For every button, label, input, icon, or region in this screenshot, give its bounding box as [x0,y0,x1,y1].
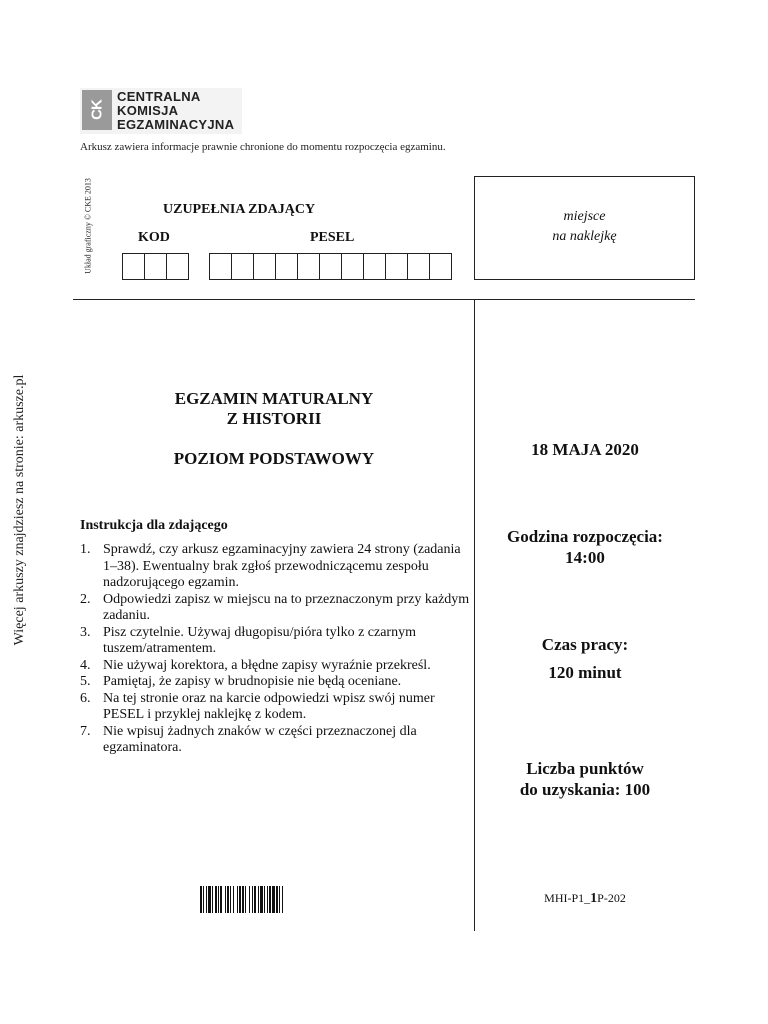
barcode-bar [258,886,259,913]
cke-logo-line: EGZAMINACYJNA [117,117,235,132]
points-info [480,758,690,800]
barcode-bar [203,886,204,913]
instruction-text: Na tej stronie oraz na karcie odpowiedzi wpisz swój numer PESEL i przyklej naklejkę z kodem. [103,690,435,722]
barcode-bar [200,886,202,913]
instruction-number: 1. [80,542,91,557]
exam-title-line: EGZAMIN MATURALNY [174,389,374,408]
exam-code-suffix: P-202 [597,891,626,905]
confidentiality-notice: Arkusz zawiera informacje prawnie chronione do momentu rozpoczęcia egzaminu. [80,141,446,153]
barcode-bar [239,886,241,913]
exam-code-number: 1 [590,891,598,906]
digit-box[interactable] [363,253,386,280]
barcode-bar [254,886,256,913]
work-time-label: Czas pracy: [541,635,629,654]
barcode-bar [276,886,278,913]
barcode-bar [260,886,263,913]
barcode-bar [264,886,265,913]
cke-logo-line: KOMISJA [117,103,179,118]
instruction-text: Pisz czytelnie. Używaj długopisu/pióra tylko z czarnym tuszem/atramentem. [103,624,416,656]
instructions-title: Instrukcja dla zdającego [80,518,228,533]
barcode-bar [225,886,226,913]
barcode-bar [252,886,253,913]
points-value: do uzyskania: 100 [519,780,651,799]
digit-box[interactable] [275,253,298,280]
pesel-input-boxes[interactable] [210,253,452,280]
digit-box[interactable] [253,253,276,280]
digit-box[interactable] [209,253,232,280]
barcode-bar [206,886,207,913]
exam-title-line: Z HISTORII [226,409,322,428]
kod-input-boxes[interactable] [123,253,189,280]
instruction-item [80,625,475,658]
work-time-value: 120 minut [548,663,622,682]
instruction-item [80,592,475,625]
candidate-section-title: UZUPEŁNIA ZDAJĄCY [163,202,316,217]
barcode-bar [230,886,231,913]
instruction-text: Nie używaj korektora, a błędne zapisy wyraźnie przekreśl. [103,657,431,673]
start-time-label: Godzina rozpoczęcia: [507,527,663,546]
horizontal-divider [73,299,695,300]
barcode-bar [237,886,238,913]
instruction-number: 6. [80,690,91,706]
exam-code-prefix: MHI-P1_ [544,891,591,905]
digit-box[interactable] [407,253,430,280]
barcode-bar [208,886,211,913]
sticker-placeholder [474,176,695,280]
digit-box[interactable] [122,253,145,280]
instruction-number: 7. [80,723,91,739]
instruction-text: Nie wpisuj żadnych znaków w części przeznaczonej dla egzaminatora. [103,723,417,755]
digit-box[interactable] [144,253,167,280]
instruction-item [80,674,475,691]
cke-logo-mark [82,90,112,130]
instructions-list [80,542,475,757]
instruction-item [80,691,475,724]
instruction-item [80,724,475,757]
barcode-bar [215,886,217,913]
barcode-bar [245,886,246,913]
exam-code [480,891,690,907]
cke-logo-line: CENTRALNA [117,89,201,104]
graphic-copyright: Układ graficzny © CKE 2013 [83,178,93,274]
barcode-bar [249,886,250,913]
cke-logo-text [117,90,234,132]
exam-level: POZIOM PODSTAWOWY [173,449,375,468]
barcode-bar [220,886,222,913]
barcode-bar [227,886,229,913]
exam-title [140,389,408,429]
cke-logo-mark-text: CK [88,100,106,120]
sticker-line: na naklejkę [552,229,617,244]
digit-box[interactable] [429,253,452,280]
points-label: Liczba punktów [526,759,644,778]
instruction-text: Odpowiedzi zapisz w miejscu na to przeznaczonym przy każdym zadaniu. [103,591,470,623]
instruction-item [80,658,475,675]
instruction-number: 3. [80,624,91,640]
digit-box[interactable] [297,253,320,280]
instruction-number: 5. [80,674,91,689]
barcode-bar [242,886,244,913]
instruction-text: Pamiętaj, że zapisy w brudnopisie nie będą oceniane. [103,674,402,689]
barcode-bar [282,886,283,913]
barcode-bar [267,886,268,913]
barcode-bar [269,886,271,913]
pesel-label: PESEL [310,230,355,245]
instruction-text: Sprawdź, czy arkusz egzaminacyjny zawiera 24 strony (zadania 1–38). Ewentualny brak zgłoś przewodniczącemu zespołu nadzorującego egzamin. [103,542,461,590]
instruction-number: 2. [80,591,91,607]
barcode-bar [218,886,219,913]
digit-box[interactable] [341,253,364,280]
digit-box[interactable] [166,253,189,280]
exam-date: 18 MAJA 2020 [531,440,639,459]
start-time-value: 14:00 [565,548,605,567]
barcode-bar [279,886,280,913]
barcode-bar [212,886,213,913]
digit-box[interactable] [319,253,342,280]
barcode [200,886,350,913]
digit-box[interactable] [231,253,254,280]
digit-box[interactable] [385,253,408,280]
side-watermark-note: Więcej arkuszy znajdziesz na stronie: arkusze.pl [12,374,27,646]
instruction-number: 4. [80,657,91,673]
barcode-bar [272,886,275,913]
kod-label: KOD [138,230,170,245]
sticker-line: miejsce [563,209,606,224]
barcode-bar [233,886,234,913]
instruction-item [80,542,475,592]
start-time [480,526,690,568]
